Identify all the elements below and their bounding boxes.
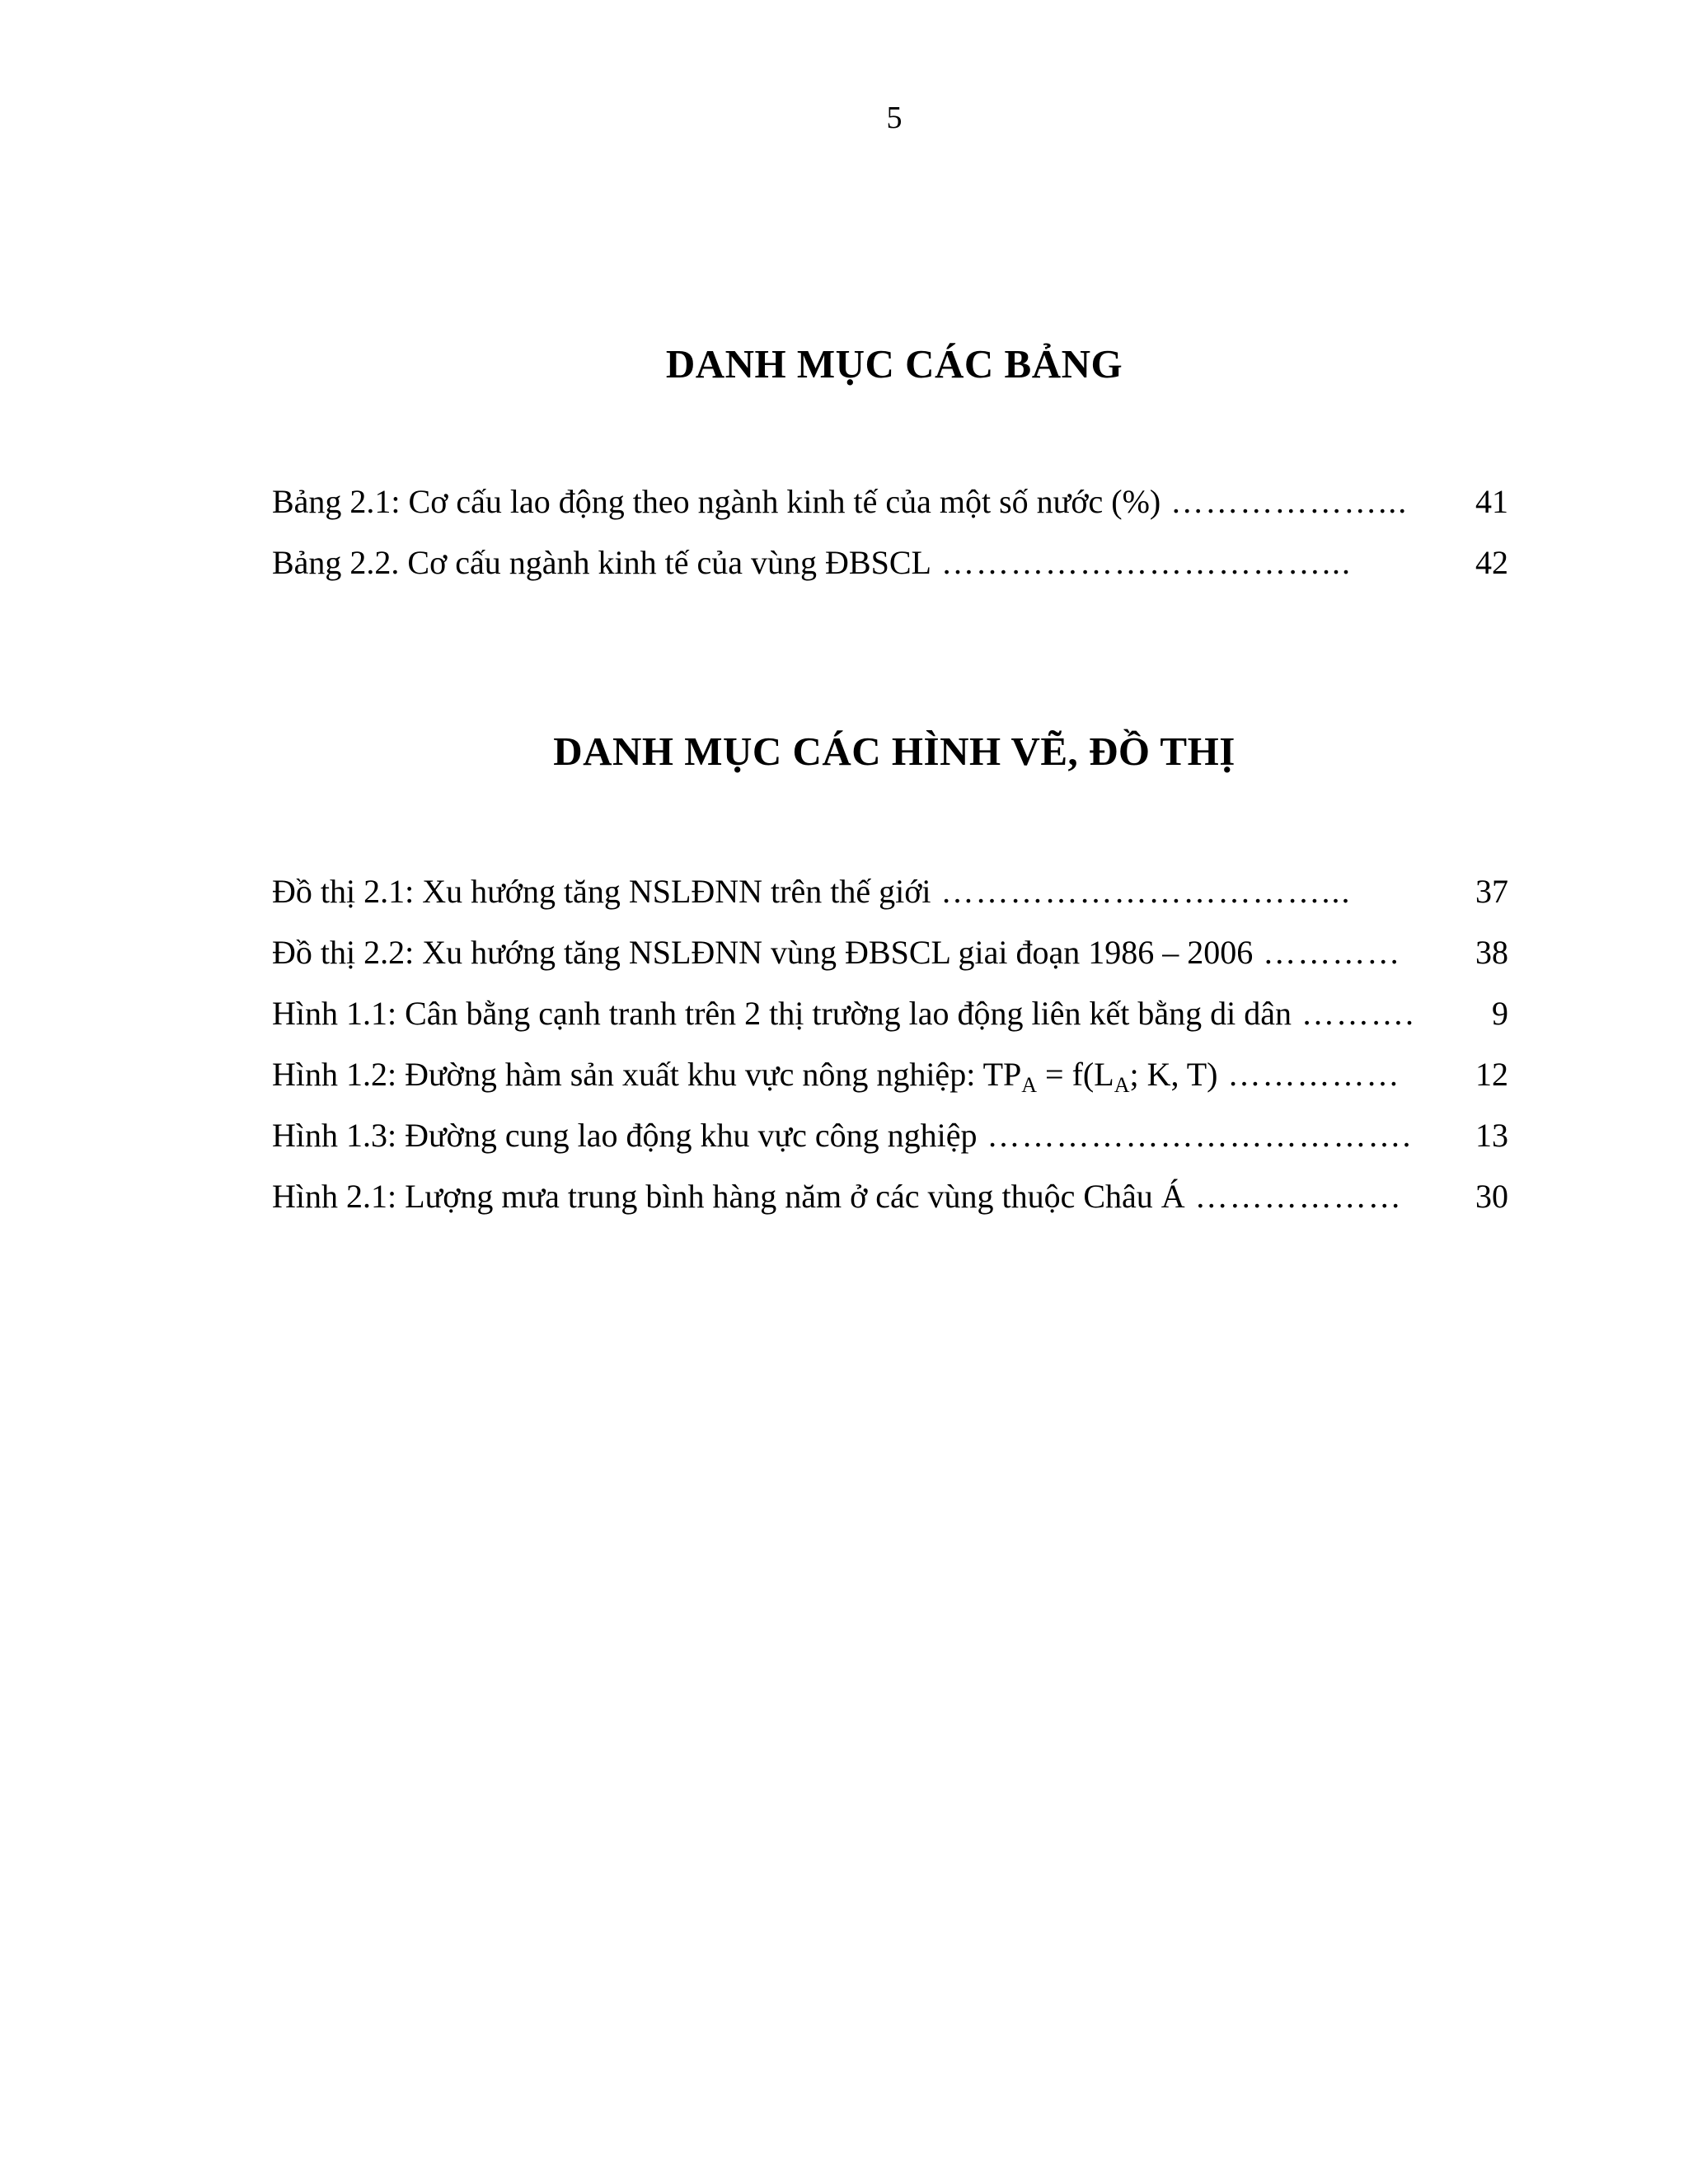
entry-title-suffix: ; K, T): [1129, 1056, 1218, 1093]
entry-page-number: 37: [1475, 873, 1508, 910]
figure-entry-figure-1-1[interactable]: [272, 983, 1508, 1044]
entry-page-number: 12: [1475, 1056, 1508, 1093]
dot-leader: …………: [1263, 934, 1402, 971]
figure-entry-figure-1-3[interactable]: [272, 1105, 1508, 1166]
figures-list: [272, 861, 1508, 1227]
dot-leader: ………………: [1194, 1178, 1403, 1215]
figure-entry-chart-2-1[interactable]: [272, 861, 1508, 922]
figures-list-heading: DANH MỤC CÁC HÌNH VẼ, ĐỒ THỊ: [553, 729, 1236, 774]
subscript-a: A: [1114, 1073, 1130, 1097]
dot-leader: ……………………………...: [940, 873, 1352, 910]
entry-title: Hình 1.3: Đường cung lao động khu vực công nghiệp: [272, 1117, 978, 1154]
entry-page-number: 9: [1492, 995, 1508, 1032]
entry-title-middle: = f(L: [1037, 1056, 1114, 1093]
table-entry-2-2[interactable]: [272, 532, 1508, 593]
tables-list: [272, 471, 1508, 593]
dot-leader: ……………………………...: [940, 544, 1352, 581]
entry-page-number: 13: [1475, 1117, 1508, 1154]
table-entry-2-1[interactable]: [272, 471, 1508, 532]
dot-leader: ……………: [1227, 1056, 1401, 1093]
page-number: 5: [886, 101, 903, 135]
figure-entry-figure-2-1[interactable]: [272, 1166, 1508, 1227]
entry-title: [272, 1044, 1218, 1105]
entry-title: Hình 1.1: Cân bằng cạnh tranh trên 2 thị trường lao động liên kết bằng di dân: [272, 995, 1292, 1032]
entry-title: Đồ thị 2.1: Xu hướng tăng NSLĐNN trên thế giới: [272, 873, 931, 910]
dot-leader: ……….: [1301, 995, 1416, 1032]
entry-title-prefix: Hình 1.2: Đường hàm sản xuất khu vực nông nghiệp: TP: [272, 1056, 1022, 1093]
tables-list-heading: DANH MỤC CÁC BẢNG: [665, 341, 1123, 387]
entry-title: Đồ thị 2.2: Xu hướng tăng NSLĐNN vùng ĐBSCL giai đoạn 1986 – 2006: [272, 934, 1254, 971]
entry-page-number: 30: [1475, 1178, 1508, 1215]
subscript-a: A: [1021, 1073, 1038, 1097]
dot-leader: ………………...: [1170, 483, 1409, 520]
entry-title: Hình 2.1: Lượng mưa trung bình hàng năm ở các vùng thuộc Châu Á: [272, 1178, 1185, 1215]
figure-entry-figure-1-2[interactable]: [272, 1044, 1508, 1105]
dot-leader: ……………………………….: [987, 1117, 1413, 1154]
figure-entry-chart-2-2[interactable]: [272, 922, 1508, 983]
entry-page-number: 41: [1475, 483, 1508, 520]
entry-title: Bảng 2.2. Cơ cấu ngành kinh tế của vùng ĐBSCL: [272, 544, 931, 581]
entry-page-number: 38: [1475, 934, 1508, 971]
entry-title: Bảng 2.1: Cơ cấu lao động theo ngành kinh tế của một số nước (%): [272, 483, 1161, 520]
entry-page-number: 42: [1475, 544, 1508, 581]
